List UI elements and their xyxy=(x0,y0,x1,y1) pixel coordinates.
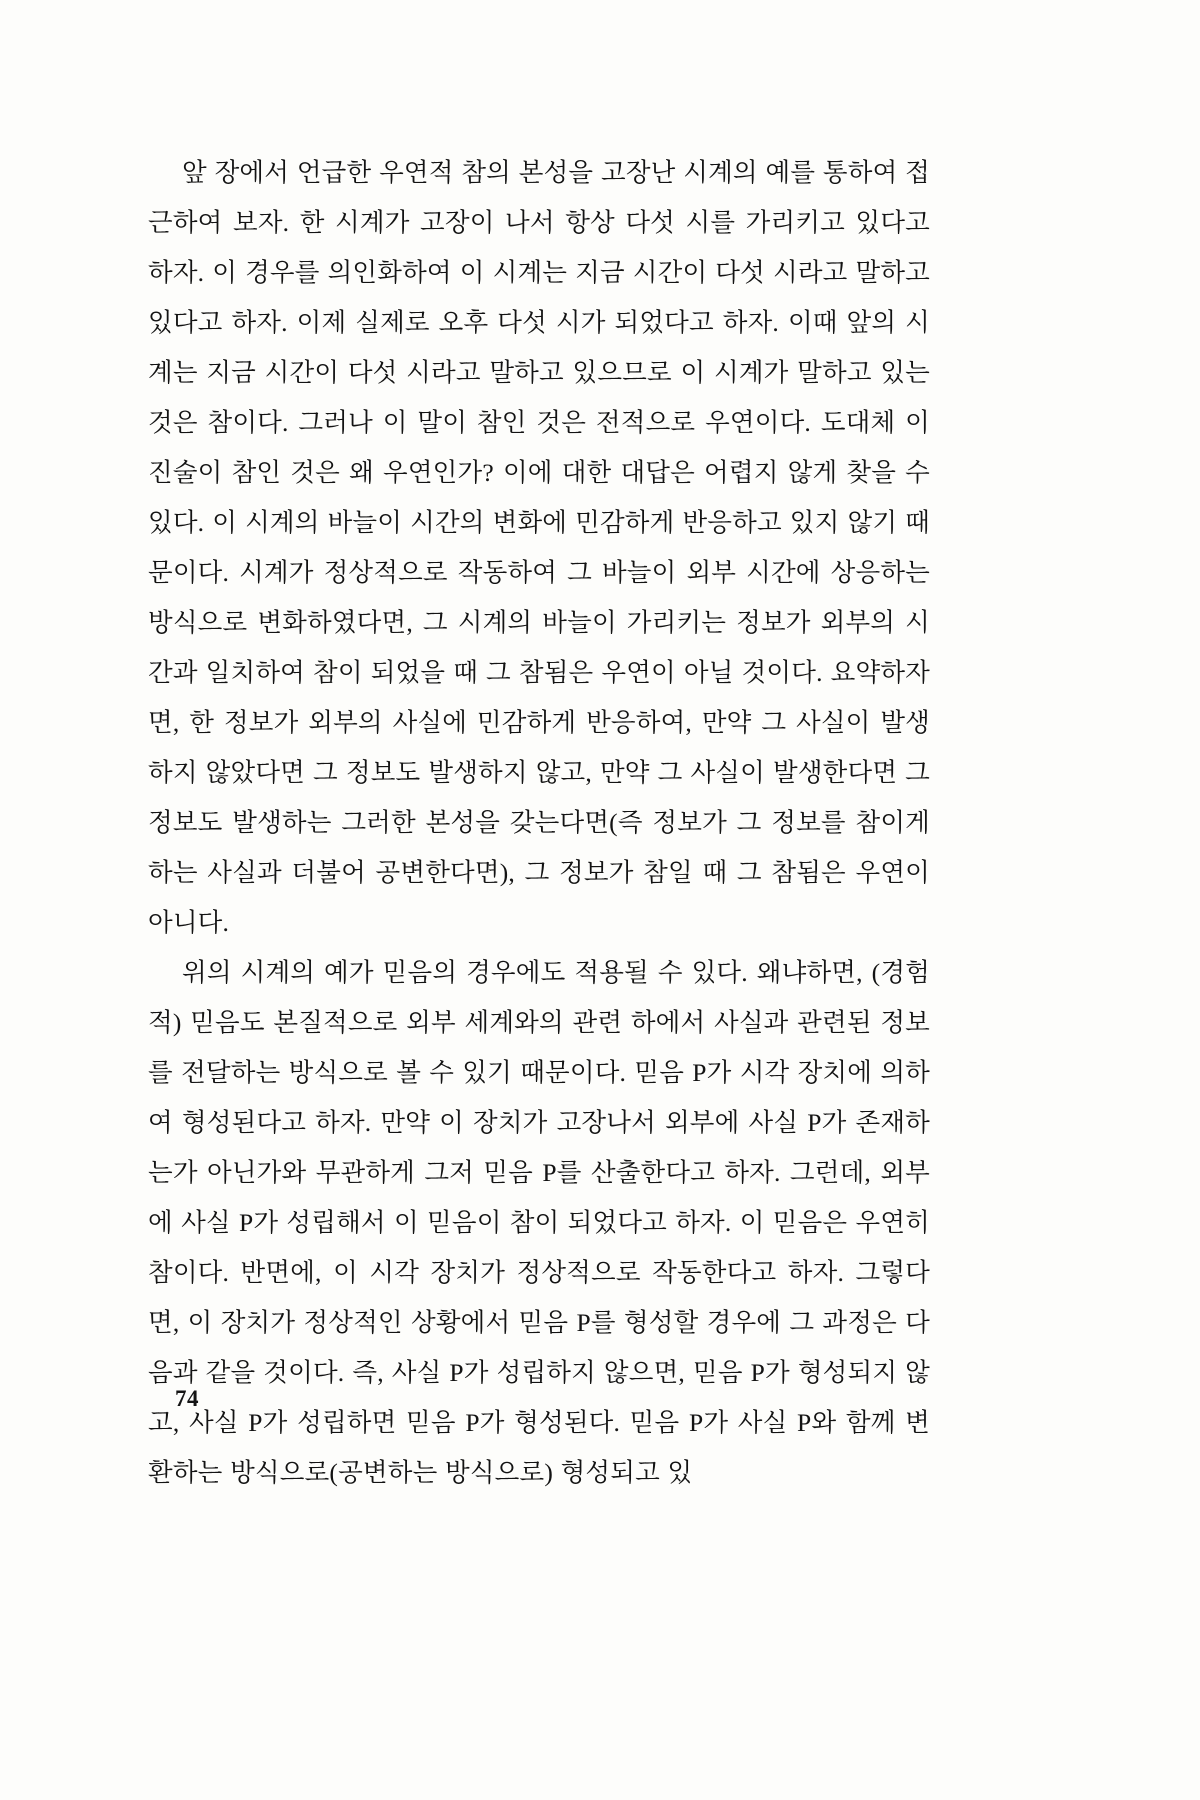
paragraph-1: 앞 장에서 언급한 우연적 참의 본성을 고장난 시계의 예를 통하여 접근하여 보자. 한 시계가 고장이 나서 항상 다섯 시를 가리키고 있다고 하자. 이 경우를 의인화하여 이 시계는 지금 시간이 다섯 시라고 말하고 있다고 하자. 이제 실제로 오후 다섯 시가 되었다고 하자. 이때 앞의 시계는 지금 시간이 다섯 시라고 말하고 있으므로 이 시계가 말하고 있는 것은 참이다. 그러나 이 말이 참인 것은 전적으로 우연이다. 도대체 이 진술이 참인 것은 왜 우연인가? 이에 대한 대답은 어렵지 않게 찾을 수 있다. 이 시계의 바늘이 시간의 변화에 민감하게 반응하고 있지 않기 때문이다. 시계가 정상적으로 작동하여 그 바늘이 외부 시간에 상응하는 방식으로 변화하였다면, 그 시계의 바늘이 가리키는 정보가 외부의 시간과 일치하여 참이 되었을 때 그 참됨은 우연이 아닐 것이다. 요약하자면, 한 정보가 외부의 사실에 민감하게 반응하여, 만약 그 사실이 발생하지 않았다면 그 정보도 발생하지 않고, 만약 그 사실이 발생한다면 그 정보도 발생하는 그러한 본성을 갖는다면(즉 정보가 그 정보를 참이게 하는 사실과 더불어 공변한다면), 그 정보가 참일 때 그 참됨은 우연이 아니다. xyxy=(148,158,930,937)
paragraph-2: 위의 시계의 예가 믿음의 경우에도 적용될 수 있다. 왜냐하면, (경험적) 믿음도 본질적으로 외부 세계와의 관련 하에서 사실과 관련된 정보를 전달하는 방식으로 볼 수 있기 때문이다. 믿음 P가 시각 장치에 의하여 형성된다고 하자. 만약 이 장치가 고장나서 외부에 사실 P가 존재하는가 아닌가와 무관하게 그저 믿음 P를 산출한다고 하자. 그런데, 외부에 사실 P가 성립해서 이 믿음이 참이 되었다고 하자. 이 믿음은 우연히 참이다. 반면에, 이 시각 장치가 정상적으로 작동한다고 하자. 그렇다면, 이 장치가 정상적인 상황에서 믿음 P를 형성할 경우에 그 과정은 다음과 같을 것이다. 즉, 사실 P가 성립하지 않으면, 믿음 P가 형성되지 않고, 사실 P가 성립하면 믿음 P가 형성된다. 믿음 P가 사실 P와 함께 변환하는 방식으로(공변하는 방식으로) 형성되고 있 xyxy=(148,958,930,1487)
body-text-column xyxy=(148,148,930,1498)
page-number: 74 xyxy=(175,1386,199,1411)
